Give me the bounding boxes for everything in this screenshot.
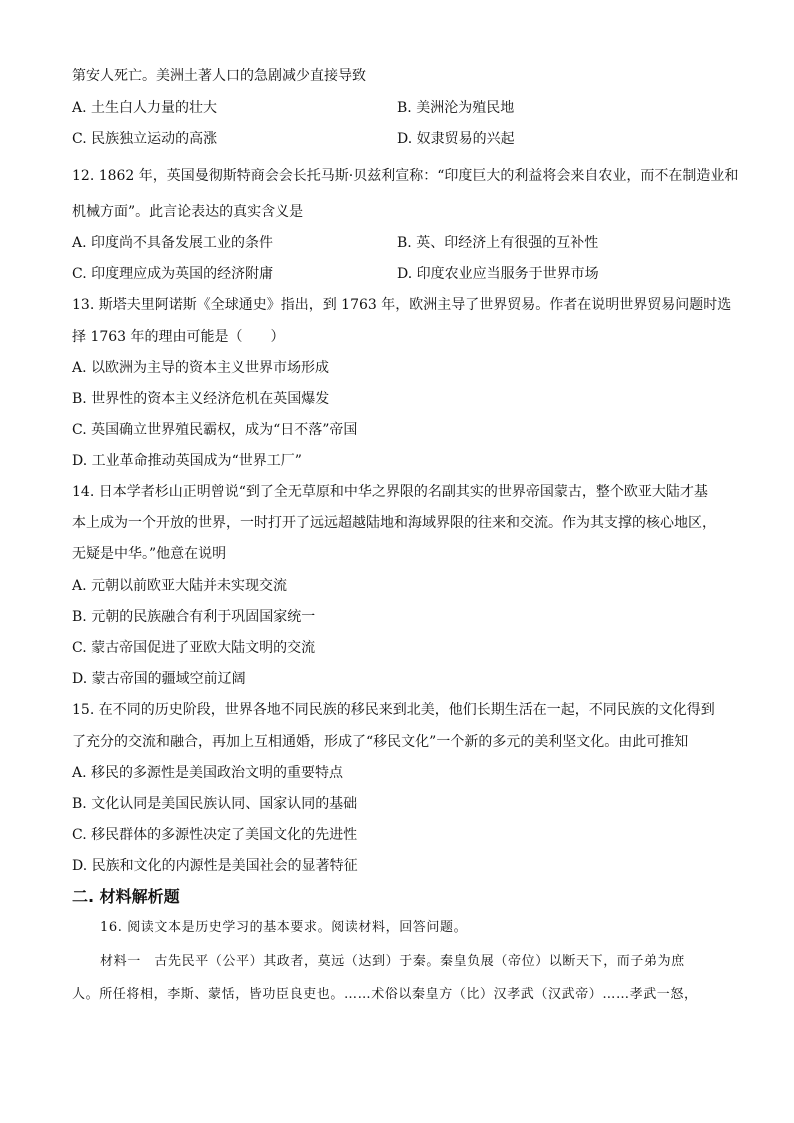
q14-stem-line3: 无疑是中华。”他意在说明: [72, 546, 227, 562]
q14-stem-line1: 14. 日本学者杉山正明曾说“到了全无草原和中华之界限的名副其实的世界帝国蒙古，整个欧亚大陆才基: [72, 484, 708, 500]
q11-option-c: C. 民族独立运动的高涨: [72, 131, 218, 147]
q12-option-a: A. 印度尚不具备发展工业的条件: [72, 235, 274, 251]
q11-option-b: B. 美洲沦为殖民地: [397, 100, 515, 116]
q12-option-c: C. 印度理应成为英国的经济附庸: [72, 266, 274, 282]
q15-option-b: B. 文化认同是美国民族认同、国家认同的基础: [72, 796, 358, 812]
q12-stem-line1: 12. 1862 年，英国曼彻斯特商会会长托马斯·贝兹利宣称：“印度巨大的利益将会来自农业，而不在制造业和: [72, 168, 739, 184]
q15-option-d: D. 民族和文化的内源性是美国社会的显著特征: [72, 858, 358, 874]
section-title: 二. 材料解析题: [72, 887, 180, 906]
q15-stem-line2: 了充分的交流和融合，再加上互相通婚，形成了“移民文化”一个新的多元的美利坚文化。由此可推知: [72, 734, 689, 750]
q16-intro: 16. 阅读文本是历史学习的基本要求。阅读材料，回答问题。: [100, 920, 468, 935]
q14-option-d: D. 蒙古帝国的疆域空前辽阔: [72, 671, 246, 687]
q13-option-a: A. 以欧洲为主导的资本主义世界市场形成: [72, 360, 330, 376]
q13-stem-line1: 13. 斯塔夫里阿诺斯《全球通史》指出，到 1763 年，欧洲主导了世界贸易。作者在说明世界贸易问题时选: [72, 297, 732, 313]
q13-option-c: C. 英国确立世界殖民霸权，成为“日不落”帝国: [72, 422, 358, 438]
q12-stem-line2: 机械方面”。此言论表达的真实含义是: [72, 204, 304, 220]
q14-option-b: B. 元朝的民族融合有利于巩固国家统一: [72, 609, 316, 625]
q12-option-d: D. 印度农业应当服务于世界市场: [397, 266, 599, 282]
q11-option-a: A. 土生白人力量的壮大: [72, 100, 218, 116]
q14-option-a: A. 元朝以前欧亚大陆并未实现交流: [72, 578, 288, 594]
q11-option-d: D. 奴隶贸易的兴起: [397, 131, 515, 147]
q13-option-d: D. 工业革命推动英国成为“世界工厂”: [72, 453, 302, 469]
q13-option-b: B. 世界性的资本主义经济危机在英国爆发: [72, 391, 330, 407]
q15-stem-line1: 15. 在不同的历史阶段，世界各地不同民族的移民来到北美，他们长期生活在一起，不同民族的文化得到: [72, 702, 715, 718]
q14-stem-line2: 本上成为一个开放的世界，一时打开了远远超越陆地和海域界限的往来和交流。作为其支撑的核心地区，: [72, 515, 716, 531]
q16-material-line2: 人。所任将相，李斯、蒙恬，皆功臣良吏也。……术俗以秦皇方（比）汉孝武（汉武帝）……孝武一怒，: [72, 987, 698, 1002]
q15-option-c: C. 移民群体的多源性决定了美国文化的先进性: [72, 827, 358, 843]
q12-option-b: B. 英、印经济上有很强的互补性: [397, 235, 599, 251]
q11-stem-tail: 第安人死亡。美洲土著人口的急剧减少直接导致: [72, 68, 366, 84]
q16-material-line1: 材料一 古先民平（公平）其政者，莫远（达到）于秦。秦皇负展（帝位）以断天下，而子弟为庶: [100, 954, 685, 969]
q13-stem-line2: 择 1763 年的理由可能是（ ）: [72, 329, 285, 345]
q15-option-a: A. 移民的多源性是美国政治文明的重要特点: [72, 765, 344, 781]
q14-option-c: C. 蒙古帝国促进了亚欧大陆文明的交流: [72, 640, 316, 656]
